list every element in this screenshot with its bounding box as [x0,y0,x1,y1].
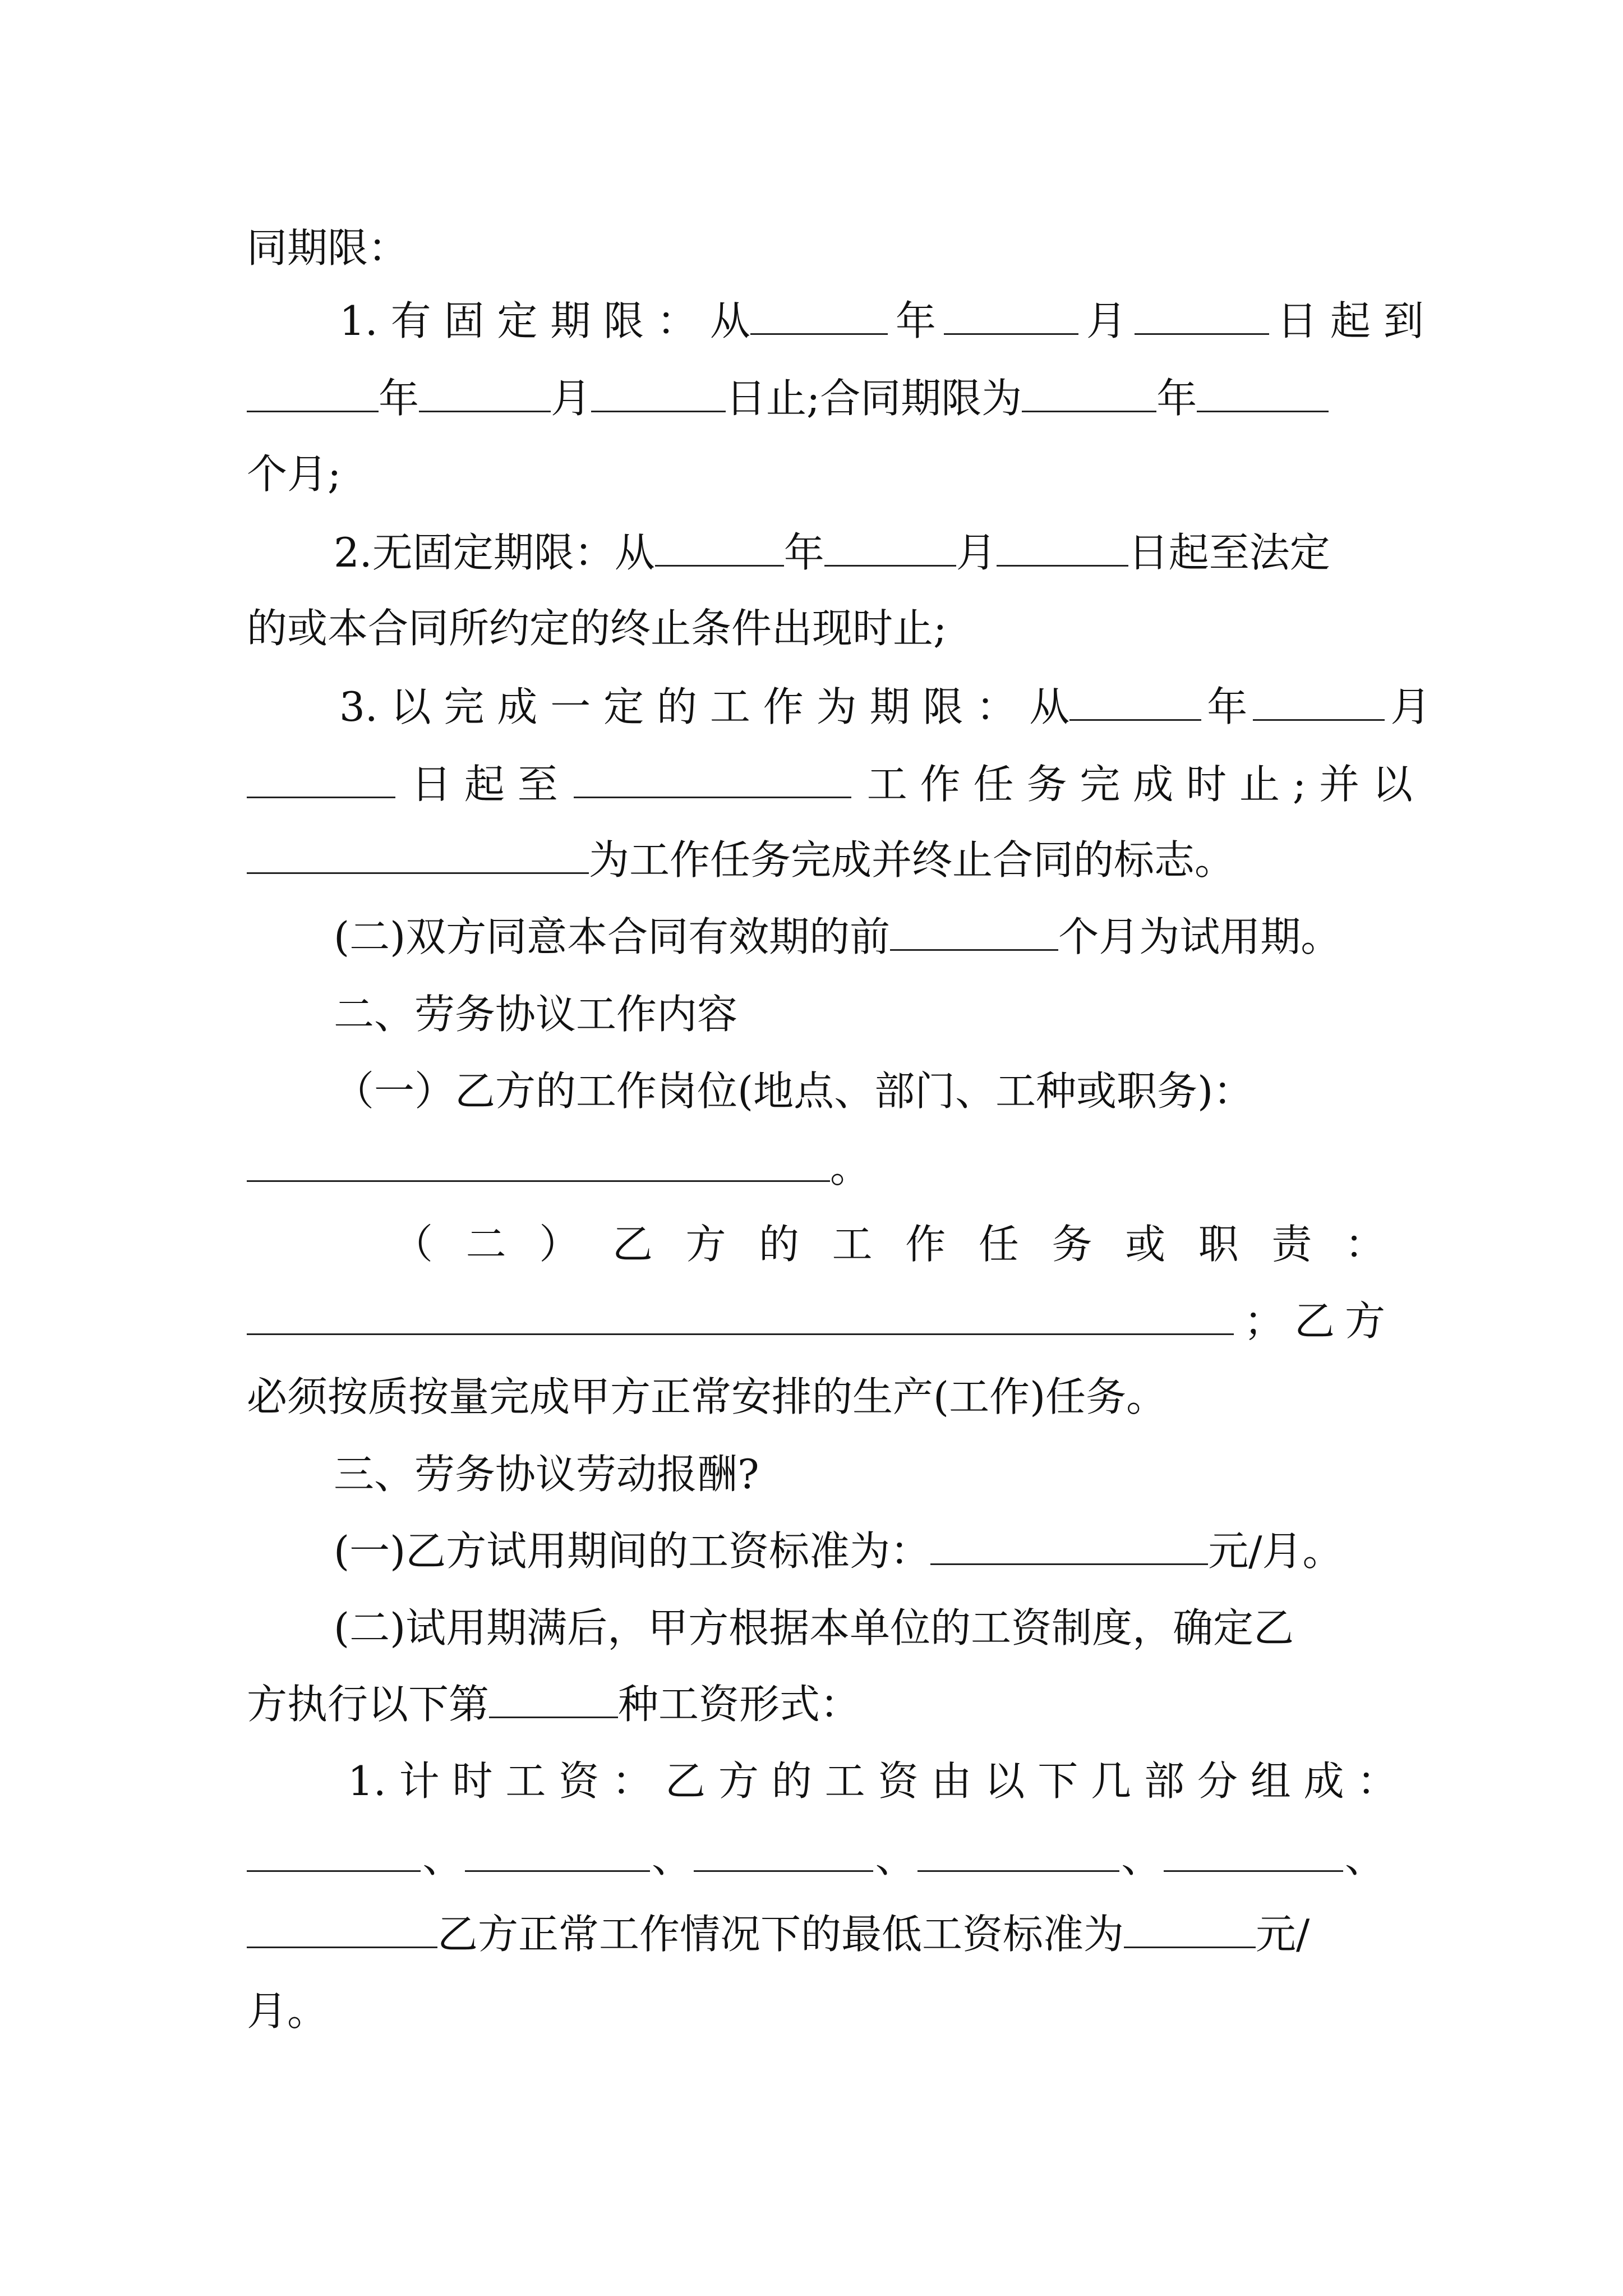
char: 或 [1125,1221,1166,1268]
fill-blank [247,376,379,412]
paragraph-text: 月 [1086,297,1127,344]
text-line [393,1216,1385,1272]
text-line [334,909,1427,965]
text-line [334,1600,1385,1656]
paragraph-text: 月 [956,529,997,576]
fill-blank [917,1835,1119,1872]
separator: 、 [422,1834,463,1881]
section-heading [334,1446,1472,1502]
paragraph-text: 的或本合同所约定的终止条件出现时止; [247,605,947,652]
char: 方 [685,1221,726,1268]
paragraph-text: 年 [1156,375,1197,422]
text-line [339,679,1431,735]
paragraph-text: 元/月。 [1208,1527,1343,1575]
paragraph-text: 元/ [1256,1911,1310,1958]
paragraph-text: 1. 有 固 定 期 限 ： 从 [339,297,750,344]
text-line [334,524,1385,581]
char: 乙 [612,1221,653,1268]
separator: 、 [1121,1834,1162,1881]
fill-blank [465,1835,650,1872]
paragraph-text: 日 起 至 [411,761,558,808]
text-line [247,370,1385,426]
fill-blank [247,762,395,798]
fill-blank [247,1835,421,1872]
paragraph-text: 3. 以 完 成 一 定 的 工 作 为 期 限 ： 从 [339,683,1070,730]
paragraph-text: 月 [551,375,592,422]
paragraph-text: 必须按质按量完成甲方正常安排的生产(工作)任务。 [247,1373,1167,1420]
char: 任 [978,1221,1019,1268]
paragraph-text: 年 [783,529,824,576]
paragraph-text: 月。 [247,1987,328,2035]
text-line [348,1753,1398,1809]
char: 二 [465,1221,506,1268]
text-line [247,1676,1385,1732]
text-line [247,600,1385,656]
char: ； [1243,1297,1284,1345]
fill-blank [1164,1835,1343,1872]
text-line [339,293,1424,349]
fill-blank [944,298,1078,335]
paragraph-text: 个月为试用期。 [1058,913,1341,960]
text-line [247,446,1385,502]
fill-blank [247,1299,1234,1335]
char: 乙 [1294,1297,1335,1345]
char: 方 [1344,1297,1385,1345]
paragraph-text: (二)试用期满后，甲方根据本单位的工资制度，确定乙 [334,1604,1294,1651]
section-heading [334,986,1472,1042]
char: （ [393,1221,434,1268]
text-line [334,1063,1385,1119]
char: ： [1344,1221,1385,1268]
paragraph-text: (二)双方同意本合同有效期的前 [334,913,891,960]
fill-blank [247,1145,830,1182]
paragraph-text: 同期限： [247,224,409,272]
separator: 、 [1344,1834,1385,1881]
paragraph-text: 个月; [247,450,342,498]
paragraph-text: 月 [1390,683,1431,730]
fill-blank [1124,1912,1256,1948]
paragraph-text: 为工作任务完成并终止合同的标志。 [589,836,1235,884]
paragraph-text: 工 作 任 务 完 成 时 止 ; 并 以 [866,761,1413,808]
fill-blank [247,1912,437,1948]
char: 职 [1198,1221,1239,1268]
char: 工 [832,1221,873,1268]
paragraph-text: (一)乙方试用期间的工资标准为： [334,1527,931,1575]
fill-blank [694,1835,873,1872]
char: 作 [905,1221,946,1268]
fill-blank [824,530,956,567]
text-line [247,1830,1385,1886]
paragraph-text: 年 [379,375,419,422]
paragraph-text: 2.无固定期限：从 [334,529,655,576]
paragraph-text: 。 [830,1144,871,1191]
paragraph-text: 方执行以下第 [247,1681,490,1728]
fill-blank [890,914,1058,951]
char: ） [539,1221,580,1268]
text-line [247,1369,1385,1425]
paragraph-text: 年 [1207,683,1248,730]
paragraph-text: 日 起 到 [1276,297,1424,344]
fill-blank [591,376,726,412]
char: 务 [1052,1221,1092,1268]
fill-blank [1022,376,1156,412]
text-line [247,1983,1385,2039]
fill-blank [997,530,1128,567]
fill-blank [1069,684,1201,721]
separator: 、 [875,1834,916,1881]
fill-blank [489,1682,618,1718]
text-line [247,1293,1385,1349]
fill-blank [750,298,888,335]
text-line [334,1523,1427,1579]
paragraph-text: 日止;合同期限为 [726,375,1022,422]
text-line [247,832,1385,888]
fill-blank [247,838,589,874]
paragraph-text: 年 [895,297,936,344]
fill-blank [419,376,551,412]
paragraph-text: （一）乙方的工作岗位(地点、部门、工种或职务)： [334,1068,1254,1115]
paragraph-text: 种工资形式： [618,1681,861,1728]
heading-text: 二、劳务协议工作内容 [334,991,738,1038]
fill-blank [1197,376,1329,412]
text-line [247,1906,1385,1962]
fill-blank [1253,684,1385,721]
text-line [247,756,1413,812]
fill-blank [655,530,784,567]
text-line [247,220,1385,276]
char: 责 [1271,1221,1312,1268]
char: 的 [759,1221,800,1268]
fill-blank [930,1529,1208,1565]
heading-text: 三、劳务协议劳动报酬? [334,1451,759,1498]
paragraph-text: 日起至法定 [1128,529,1330,576]
separator: 、 [651,1834,692,1881]
fill-blank [1135,298,1269,335]
paragraph-text: 1. 计 时 工 资 ： 乙 方 的 工 资 由 以 下 几 部 分 组 成 ： [348,1757,1398,1805]
text-line [247,1140,1385,1196]
paragraph-text: 乙方正常工作情况下的最低工资标准为 [437,1911,1124,1958]
fill-blank [574,762,851,798]
